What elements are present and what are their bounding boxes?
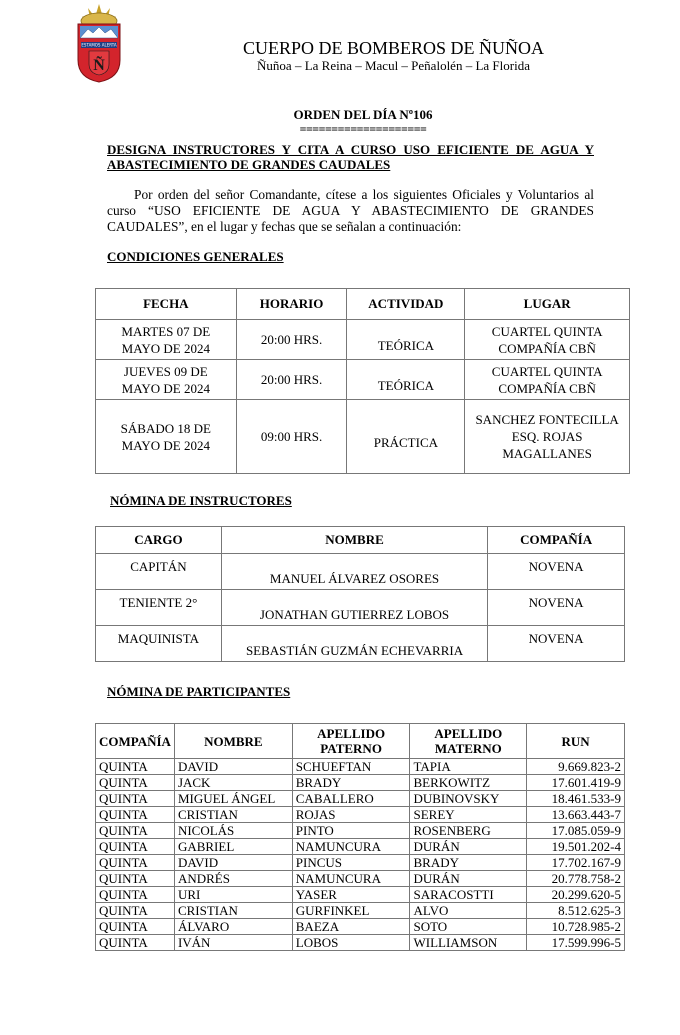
paternal-surname-cell: NAMUNCURA: [292, 871, 410, 887]
table-row: [96, 903, 625, 919]
activity-cell: TEÓRICA: [347, 360, 465, 400]
maternal-surname-cell: WILLIAMSON: [410, 935, 527, 951]
paternal-surname-cell: NAMUNCURA: [292, 839, 410, 855]
table-row: [96, 807, 625, 823]
table-row: [96, 823, 625, 839]
svg-text:Ñ: Ñ: [93, 57, 105, 74]
time-cell: 20:00 HRS.: [236, 320, 347, 360]
paternal-surname-cell: LOBOS: [292, 935, 410, 951]
time-cell: 09:00 HRS.: [236, 400, 347, 474]
company-cell: QUINTA: [96, 823, 175, 839]
maternal-surname-cell: BRADY: [410, 855, 527, 871]
company-cell: QUINTA: [96, 839, 175, 855]
table-row: [96, 554, 625, 590]
location-cell: CUARTEL QUINTA COMPAÑÍA CBÑ: [465, 320, 630, 360]
column-header: HORARIO: [236, 289, 347, 320]
company-cell: NOVENA: [488, 554, 625, 590]
paternal-surname-cell: BRADY: [292, 775, 410, 791]
table-row: [96, 791, 625, 807]
paternal-surname-cell: GURFINKEL: [292, 903, 410, 919]
company-cell: NOVENA: [488, 626, 625, 662]
first-name-cell: GABRIEL: [174, 839, 292, 855]
table-row: [96, 360, 630, 400]
time-cell: 20:00 HRS.: [236, 360, 347, 400]
maternal-surname-cell: SARACOSTTI: [410, 887, 527, 903]
run-cell: 20.778.758-2: [527, 871, 625, 887]
first-name-cell: MIGUEL ÁNGEL: [174, 791, 292, 807]
maternal-surname-cell: ALVO: [410, 903, 527, 919]
participants-table: [95, 723, 625, 951]
run-cell: 10.728.985-2: [527, 919, 625, 935]
conditions-heading: CONDICIONES GENERALES: [107, 249, 284, 264]
svg-text:ESTAMOS ALERTA: ESTAMOS ALERTA: [81, 42, 117, 48]
column-header: APELLIDO MATERNO: [410, 724, 527, 759]
run-cell: 9.669.823-2: [527, 759, 625, 775]
table-row: [96, 919, 625, 935]
company-cell: QUINTA: [96, 775, 175, 791]
rank-cell: CAPITÁN: [96, 554, 222, 590]
run-cell: 8.512.625-3: [527, 903, 625, 919]
run-cell: 13.663.443-7: [527, 807, 625, 823]
column-header: FECHA: [96, 289, 237, 320]
company-cell: NOVENA: [488, 590, 625, 626]
intro-paragraph: Por orden del señor Comandante, cítese a los siguientes Oficiales y Voluntarios al curso “USO EFICIENTE DE AGUA Y ABASTECIMIENTO DE GRANDES CAUDALES”, en el lugar y fechas que se señalan a continuación:: [107, 187, 594, 234]
company-cell: QUINTA: [96, 887, 175, 903]
maternal-surname-cell: DURÁN: [410, 839, 527, 855]
date-cell: MARTES 07 DE MAYO DE 2024: [96, 320, 237, 360]
first-name-cell: CRISTIAN: [174, 807, 292, 823]
location-cell: CUARTEL QUINTA COMPAÑÍA CBÑ: [465, 360, 630, 400]
run-cell: 18.461.533-9: [527, 791, 625, 807]
paternal-surname-cell: CABALLERO: [292, 791, 410, 807]
column-header: LUGAR: [465, 289, 630, 320]
activity-cell: TEÓRICA: [347, 320, 465, 360]
table-row: [96, 871, 625, 887]
table-row: [96, 759, 625, 775]
run-cell: 17.085.059-9: [527, 823, 625, 839]
table-row: [96, 887, 625, 903]
paternal-surname-cell: BAEZA: [292, 919, 410, 935]
run-cell: 17.702.167-9: [527, 855, 625, 871]
company-cell: QUINTA: [96, 807, 175, 823]
rank-cell: MAQUINISTA: [96, 626, 222, 662]
table-header-row: [96, 527, 625, 554]
paternal-surname-cell: YASER: [292, 887, 410, 903]
run-cell: 20.299.620-5: [527, 887, 625, 903]
first-name-cell: NICOLÁS: [174, 823, 292, 839]
column-header: COMPAÑÍA: [488, 527, 625, 554]
paternal-surname-cell: SCHUEFTAN: [292, 759, 410, 775]
instructors-heading: NÓMINA DE INSTRUCTORES: [110, 493, 292, 508]
column-header: ACTIVIDAD: [347, 289, 465, 320]
company-cell: QUINTA: [96, 935, 175, 951]
table-header-row: [96, 289, 630, 320]
table-header-row: [96, 724, 625, 759]
first-name-cell: DAVID: [174, 759, 292, 775]
first-name-cell: IVÁN: [174, 935, 292, 951]
company-cell: QUINTA: [96, 903, 175, 919]
paternal-surname-cell: PINCUS: [292, 855, 410, 871]
column-header: NOMBRE: [174, 724, 292, 759]
paternal-surname-cell: ROJAS: [292, 807, 410, 823]
table-row: [96, 839, 625, 855]
maternal-surname-cell: SOTO: [410, 919, 527, 935]
company-cell: QUINTA: [96, 919, 175, 935]
table-row: [96, 400, 630, 474]
paternal-surname-cell: PINTO: [292, 823, 410, 839]
run-cell: 17.599.996-5: [527, 935, 625, 951]
company-cell: QUINTA: [96, 791, 175, 807]
order-subject: DESIGNA INSTRUCTORES Y CITA A CURSO USO EFICIENTE DE AGUA Y ABASTECIMIENTO DE GRANDES CAUDALES: [107, 142, 594, 172]
instructors-table: [95, 526, 625, 662]
maternal-surname-cell: DURÁN: [410, 871, 527, 887]
table-row: [96, 855, 625, 871]
table-row: [96, 775, 625, 791]
name-cell: JONATHAN GUTIERREZ LOBOS: [221, 590, 487, 626]
run-cell: 17.601.419-9: [527, 775, 625, 791]
column-header: NOMBRE: [221, 527, 487, 554]
column-header: COMPAÑÍA: [96, 724, 175, 759]
conditions-table: [95, 288, 630, 474]
column-header: RUN: [527, 724, 625, 759]
activity-cell: PRÁCTICA: [347, 400, 465, 474]
table-row: [96, 935, 625, 951]
column-header: CARGO: [96, 527, 222, 554]
first-name-cell: URI: [174, 887, 292, 903]
table-row: [96, 320, 630, 360]
company-cell: QUINTA: [96, 759, 175, 775]
company-cell: QUINTA: [96, 855, 175, 871]
table-row: [96, 626, 625, 662]
participants-body: [96, 759, 625, 951]
first-name-cell: JACK: [174, 775, 292, 791]
name-cell: MANUEL ÁLVAREZ OSORES: [221, 554, 487, 590]
first-name-cell: CRISTIAN: [174, 903, 292, 919]
maternal-surname-cell: BERKOWITZ: [410, 775, 527, 791]
maternal-surname-cell: ROSENBERG: [410, 823, 527, 839]
location-cell: SANCHEZ FONTECILLA ESQ. ROJAS MAGALLANES: [465, 400, 630, 474]
rank-cell: TENIENTE 2°: [96, 590, 222, 626]
table-row: [96, 590, 625, 626]
first-name-cell: DAVID: [174, 855, 292, 871]
maternal-surname-cell: TAPIA: [410, 759, 527, 775]
first-name-cell: ÁLVARO: [174, 919, 292, 935]
order-title: ORDEN DEL DÍA Nº106: [293, 107, 433, 122]
company-cell: QUINTA: [96, 871, 175, 887]
organization-title: CUERPO DE BOMBEROS DE ÑUÑOA: [242, 38, 545, 58]
maternal-surname-cell: SEREY: [410, 807, 527, 823]
date-cell: SÁBADO 18 DE MAYO DE 2024: [96, 400, 237, 474]
organization-subtitle: Ñuñoa – La Reina – Macul – Peñalolén – La Florida: [257, 58, 530, 73]
title-underline-rule: ====================: [299, 122, 427, 136]
participants-heading: NÓMINA DE PARTICIPANTES: [107, 684, 291, 699]
name-cell: SEBASTIÁN GUZMÁN ECHEVARRIA: [221, 626, 487, 662]
date-cell: JUEVES 09 DE MAYO DE 2024: [96, 360, 237, 400]
run-cell: 19.501.202-4: [527, 839, 625, 855]
first-name-cell: ANDRÉS: [174, 871, 292, 887]
column-header: APELLIDO PATERNO: [292, 724, 410, 759]
maternal-surname-cell: DUBINOVSKY: [410, 791, 527, 807]
